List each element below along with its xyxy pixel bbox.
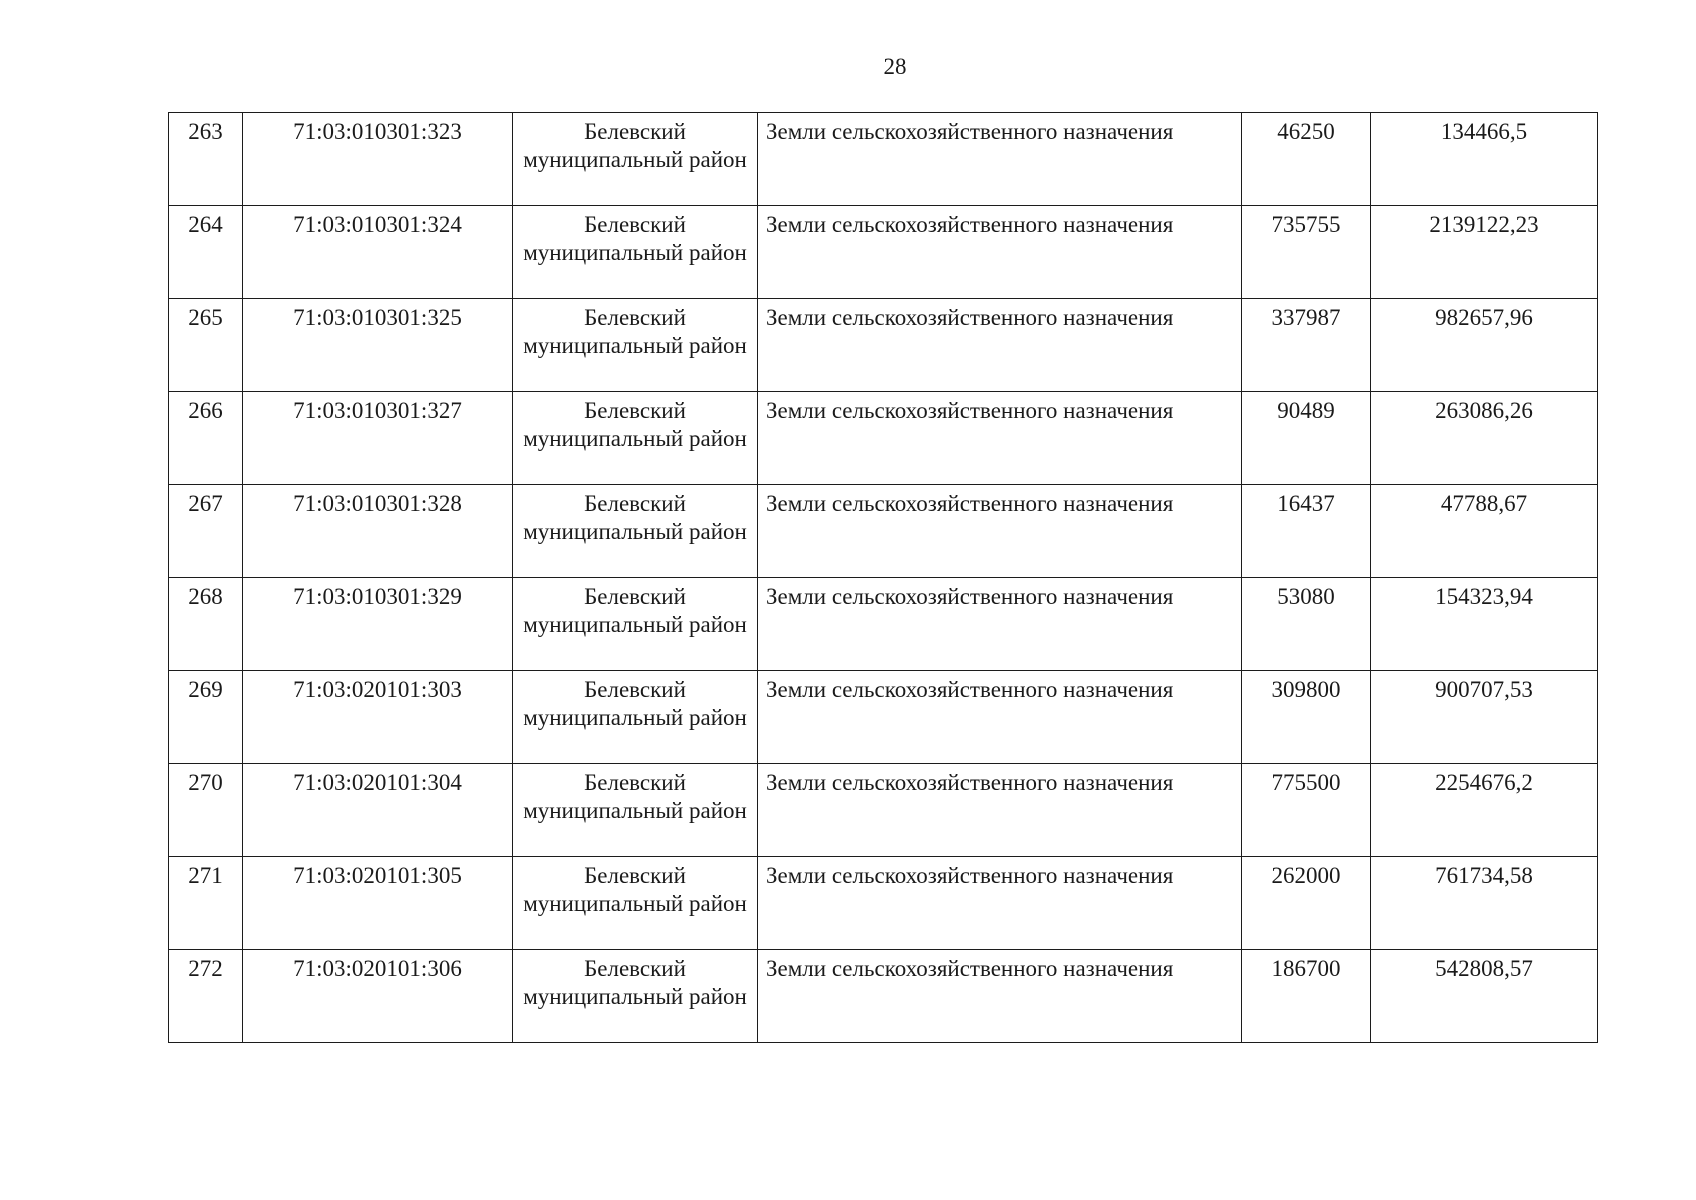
land-category-cell: Земли сельскохозяйственного назначения: [758, 671, 1242, 764]
cadastral-number-cell: 71:03:010301:323: [243, 113, 513, 206]
table-row: [169, 113, 1598, 206]
table-row: [169, 299, 1598, 392]
land-category-cell: Земли сельскохозяйственного назначения: [758, 764, 1242, 857]
row-number-cell: 269: [169, 671, 243, 764]
land-category-cell: Земли сельскохозяйственного назначения: [758, 299, 1242, 392]
area-cell: 90489: [1242, 392, 1371, 485]
municipality-cell: Белевский муниципальный район: [513, 857, 758, 950]
row-number-cell: 263: [169, 113, 243, 206]
row-number-cell: 272: [169, 950, 243, 1043]
table-row: [169, 206, 1598, 299]
cadastral-number-cell: 71:03:010301:327: [243, 392, 513, 485]
area-cell: 53080: [1242, 578, 1371, 671]
cadastral-value-cell: 2139122,23: [1371, 206, 1598, 299]
table-row: [169, 578, 1598, 671]
cadastral-number-cell: 71:03:020101:305: [243, 857, 513, 950]
area-cell: 337987: [1242, 299, 1371, 392]
municipality-cell: Белевский муниципальный район: [513, 671, 758, 764]
municipality-cell: Белевский муниципальный район: [513, 206, 758, 299]
area-cell: 186700: [1242, 950, 1371, 1043]
cadastral-number-cell: 71:03:020101:306: [243, 950, 513, 1043]
cadastral-value-cell: 154323,94: [1371, 578, 1598, 671]
municipality-cell: Белевский муниципальный район: [513, 299, 758, 392]
municipality-cell: Белевский муниципальный район: [513, 764, 758, 857]
cadastral-value-cell: 2254676,2: [1371, 764, 1598, 857]
row-number-cell: 268: [169, 578, 243, 671]
cadastral-number-cell: 71:03:020101:303: [243, 671, 513, 764]
cadastral-value-cell: 47788,67: [1371, 485, 1598, 578]
row-number-cell: 271: [169, 857, 243, 950]
cadastral-number-cell: 71:03:010301:328: [243, 485, 513, 578]
cadastral-value-cell: 761734,58: [1371, 857, 1598, 950]
land-category-cell: Земли сельскохозяйственного назначения: [758, 485, 1242, 578]
area-cell: 309800: [1242, 671, 1371, 764]
land-category-cell: Земли сельскохозяйственного назначения: [758, 113, 1242, 206]
municipality-cell: Белевский муниципальный район: [513, 392, 758, 485]
municipality-cell: Белевский муниципальный район: [513, 578, 758, 671]
table-row: [169, 764, 1598, 857]
area-cell: 735755: [1242, 206, 1371, 299]
land-registry-table: [168, 112, 1598, 1043]
cadastral-value-cell: 542808,57: [1371, 950, 1598, 1043]
row-number-cell: 265: [169, 299, 243, 392]
municipality-cell: Белевский муниципальный район: [513, 950, 758, 1043]
land-category-cell: Земли сельскохозяйственного назначения: [758, 206, 1242, 299]
row-number-cell: 270: [169, 764, 243, 857]
table-row: [169, 485, 1598, 578]
row-number-cell: 266: [169, 392, 243, 485]
cadastral-value-cell: 263086,26: [1371, 392, 1598, 485]
cadastral-value-cell: 982657,96: [1371, 299, 1598, 392]
table-row: [169, 392, 1598, 485]
area-cell: 262000: [1242, 857, 1371, 950]
cadastral-value-cell: 134466,5: [1371, 113, 1598, 206]
row-number-cell: 267: [169, 485, 243, 578]
cadastral-value-cell: 900707,53: [1371, 671, 1598, 764]
land-category-cell: Земли сельскохозяйственного назначения: [758, 857, 1242, 950]
table-row: [169, 950, 1598, 1043]
area-cell: 775500: [1242, 764, 1371, 857]
municipality-cell: Белевский муниципальный район: [513, 485, 758, 578]
cadastral-number-cell: 71:03:010301:325: [243, 299, 513, 392]
table-row: [169, 671, 1598, 764]
municipality-cell: Белевский муниципальный район: [513, 113, 758, 206]
cadastral-number-cell: 71:03:010301:324: [243, 206, 513, 299]
table-row: [169, 857, 1598, 950]
area-cell: 46250: [1242, 113, 1371, 206]
cadastral-number-cell: 71:03:020101:304: [243, 764, 513, 857]
land-category-cell: Земли сельскохозяйственного назначения: [758, 578, 1242, 671]
land-category-cell: Земли сельскохозяйственного назначения: [758, 392, 1242, 485]
row-number-cell: 264: [169, 206, 243, 299]
land-category-cell: Земли сельскохозяйственного назначения: [758, 950, 1242, 1043]
page-number: 28: [883, 54, 907, 79]
area-cell: 16437: [1242, 485, 1371, 578]
cadastral-number-cell: 71:03:010301:329: [243, 578, 513, 671]
